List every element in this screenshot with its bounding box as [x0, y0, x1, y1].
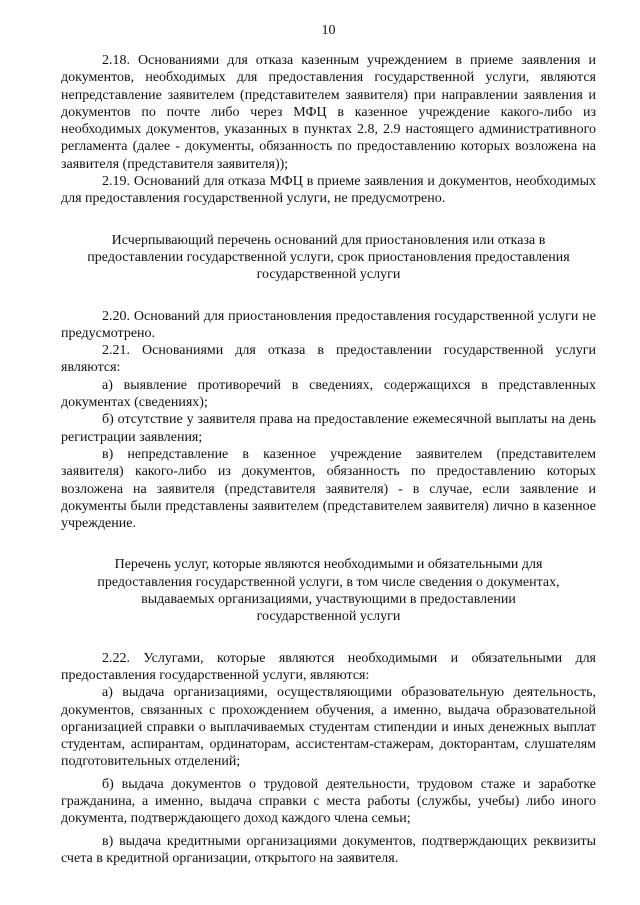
heading-line: выдаваемых организациями, участвующими в предоставлении: [141, 592, 516, 608]
list-item-v: в) непредставление в казенное учреждение заявителем (представителем заявителя) какого-либо из документов, обязанность по предоставлению которых возложена на заявителя (представителя заявителя) - в случае, если заявление и документы были представлены заявителем (представителем заявителя) лично в казенное учреждение.: [61, 446, 596, 532]
list-item-a: а) выдача организациями, осуществляющими образовательную деятельность, документов, связанных с прохождением обучения, а именно, выдача образовательной организацией справки о выплачиваемых студентам стипендии и иных денежных выплат студентам, аспирантам, ординаторам, ассистентам-стажерам, докторантам, слушателям подготовительных отделений;: [61, 685, 596, 770]
paragraph-2-21: 2.21. Основаниями для отказа в предоставлении государственной услуги являются:: [61, 343, 596, 376]
document-body: [61, 52, 596, 867]
heading-line: государственной услуги: [256, 609, 401, 625]
list-item-b: б) отсутствие у заявителя права на предоставление ежемесячной выплаты на день регистрации заявления;: [61, 412, 596, 445]
paragraph-2-20: 2.20. Оснований для приостановления предоставления государственной услуги не предусмотрено.: [61, 308, 596, 341]
paragraph-2-18: 2.18. Основаниями для отказа казенным учреждением в приеме заявления и документов, необходимых для предоставления государственной услуги, являются непредставление заявителем (представителем заявителя) при направлении заявления и документов по почте либо через МФЦ в казенное учреждение какого-либо из необходимых документов, указанных в пунктах 2.8, 2.9 настоящего административного регламента (далее - документы, обязанность по предоставлению которых возложена на заявителя (представителя заявителя));: [61, 53, 596, 172]
heading-line: государственной услуги: [256, 267, 401, 283]
section-heading-suspension-refusal: [61, 232, 596, 284]
heading-line: Перечень услуг, которые являются необходимыми и обязательными для: [114, 557, 543, 573]
heading-line: предоставления государственной услуги, в том числе сведения о документах,: [97, 574, 560, 590]
section-heading-required-services: [61, 556, 596, 625]
document-page: [61, 0, 596, 905]
paragraph-2-22: 2.22. Услугами, которые являются необходимыми и обязательными для предоставления государственной услуги, являются:: [61, 650, 596, 683]
list-item-a: а) выявление противоречий в сведениях, содержащихся в представленных документах (сведениях);: [61, 377, 596, 411]
page-number: 10: [321, 23, 336, 38]
paragraph-2-19: 2.19. Оснований для отказа МФЦ в приеме заявления и документов, необходимых для предоставления государственной услуги, не предусмотрено.: [61, 174, 596, 207]
list-item-b: б) выдача документов о трудовой деятельности, трудовом стаже и заработке гражданина, а именно, выдача справки с места работы (службы, учебы) либо иного документа, подтверждающего доход каждого члена семьи;: [61, 776, 596, 827]
list-item-v: в) выдача кредитными организациями документов, подтверждающих реквизиты счета в кредитной организации, открытого на заявителя.: [61, 833, 596, 866]
heading-line: предоставлении государственной услуги, срок приостановления предоставления: [87, 249, 570, 265]
heading-line: Исчерпывающий перечень оснований для приостановления или отказа в: [111, 232, 546, 248]
